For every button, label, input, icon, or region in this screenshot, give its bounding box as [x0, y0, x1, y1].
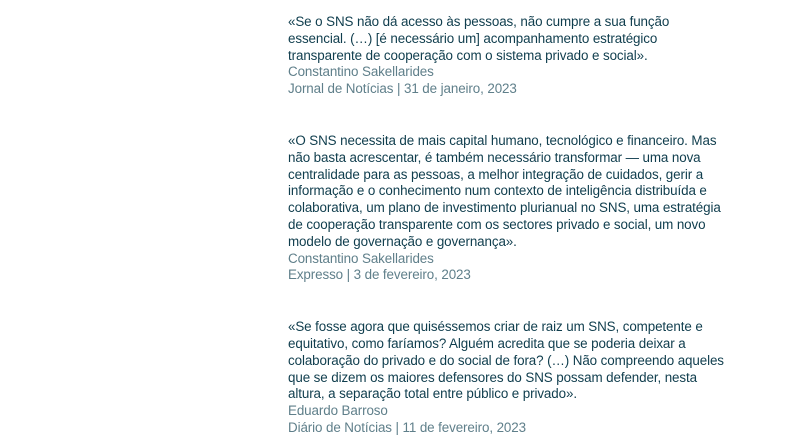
quote-author: Constantino Sakellarides: [288, 64, 434, 80]
quote-text: «Se fosse agora que quiséssemos criar de raiz um SNS, competente e equitativo, como faríamos? Alguém acredita que se poderia deixar a colaboração do privado e do social de fora? (…) Não compreendo aqueles que se dizem os maiores defensores do SNS possam defender, nesta altura, a separação total entre público e privado».: [288, 319, 724, 402]
quote-text: «O SNS necessita de mais capital humano, tecnológico e financeiro. Mas não basta acrescentar, é também necessário transformar — uma nova centralidade para as pessoas, a melhor integração de cuidados, gerir a informação e o conhecimento num contexto de inteligência distribuída e colaborativa, um plano de investimento plurianual no SNS, uma estratégia de cooperação transparente com os sectores privado e social, um novo modelo de governação e governança».: [288, 132, 721, 249]
quotes-list: [288, 14, 728, 437]
quote-source: Jornal de Notícias | 31 de janeiro, 2023: [288, 81, 517, 97]
quote-author: Eduardo Barroso: [288, 403, 388, 419]
quote-author: Constantino Sakellarides: [288, 250, 434, 266]
quote-block: [288, 133, 728, 284]
quote-block: [288, 319, 728, 437]
quote-text: «Se o SNS não dá acesso às pessoas, não cumpre a sua função essencial. (…) [é necessário um] acompanhamento estratégico transparente de cooperação com o sistema privado e social».: [288, 14, 670, 63]
quote-block: [288, 14, 728, 98]
quote-source: Expresso | 3 de fevereiro, 2023: [288, 267, 471, 283]
quote-source: Diário de Notícias | 11 de fevereiro, 2023: [288, 419, 526, 435]
